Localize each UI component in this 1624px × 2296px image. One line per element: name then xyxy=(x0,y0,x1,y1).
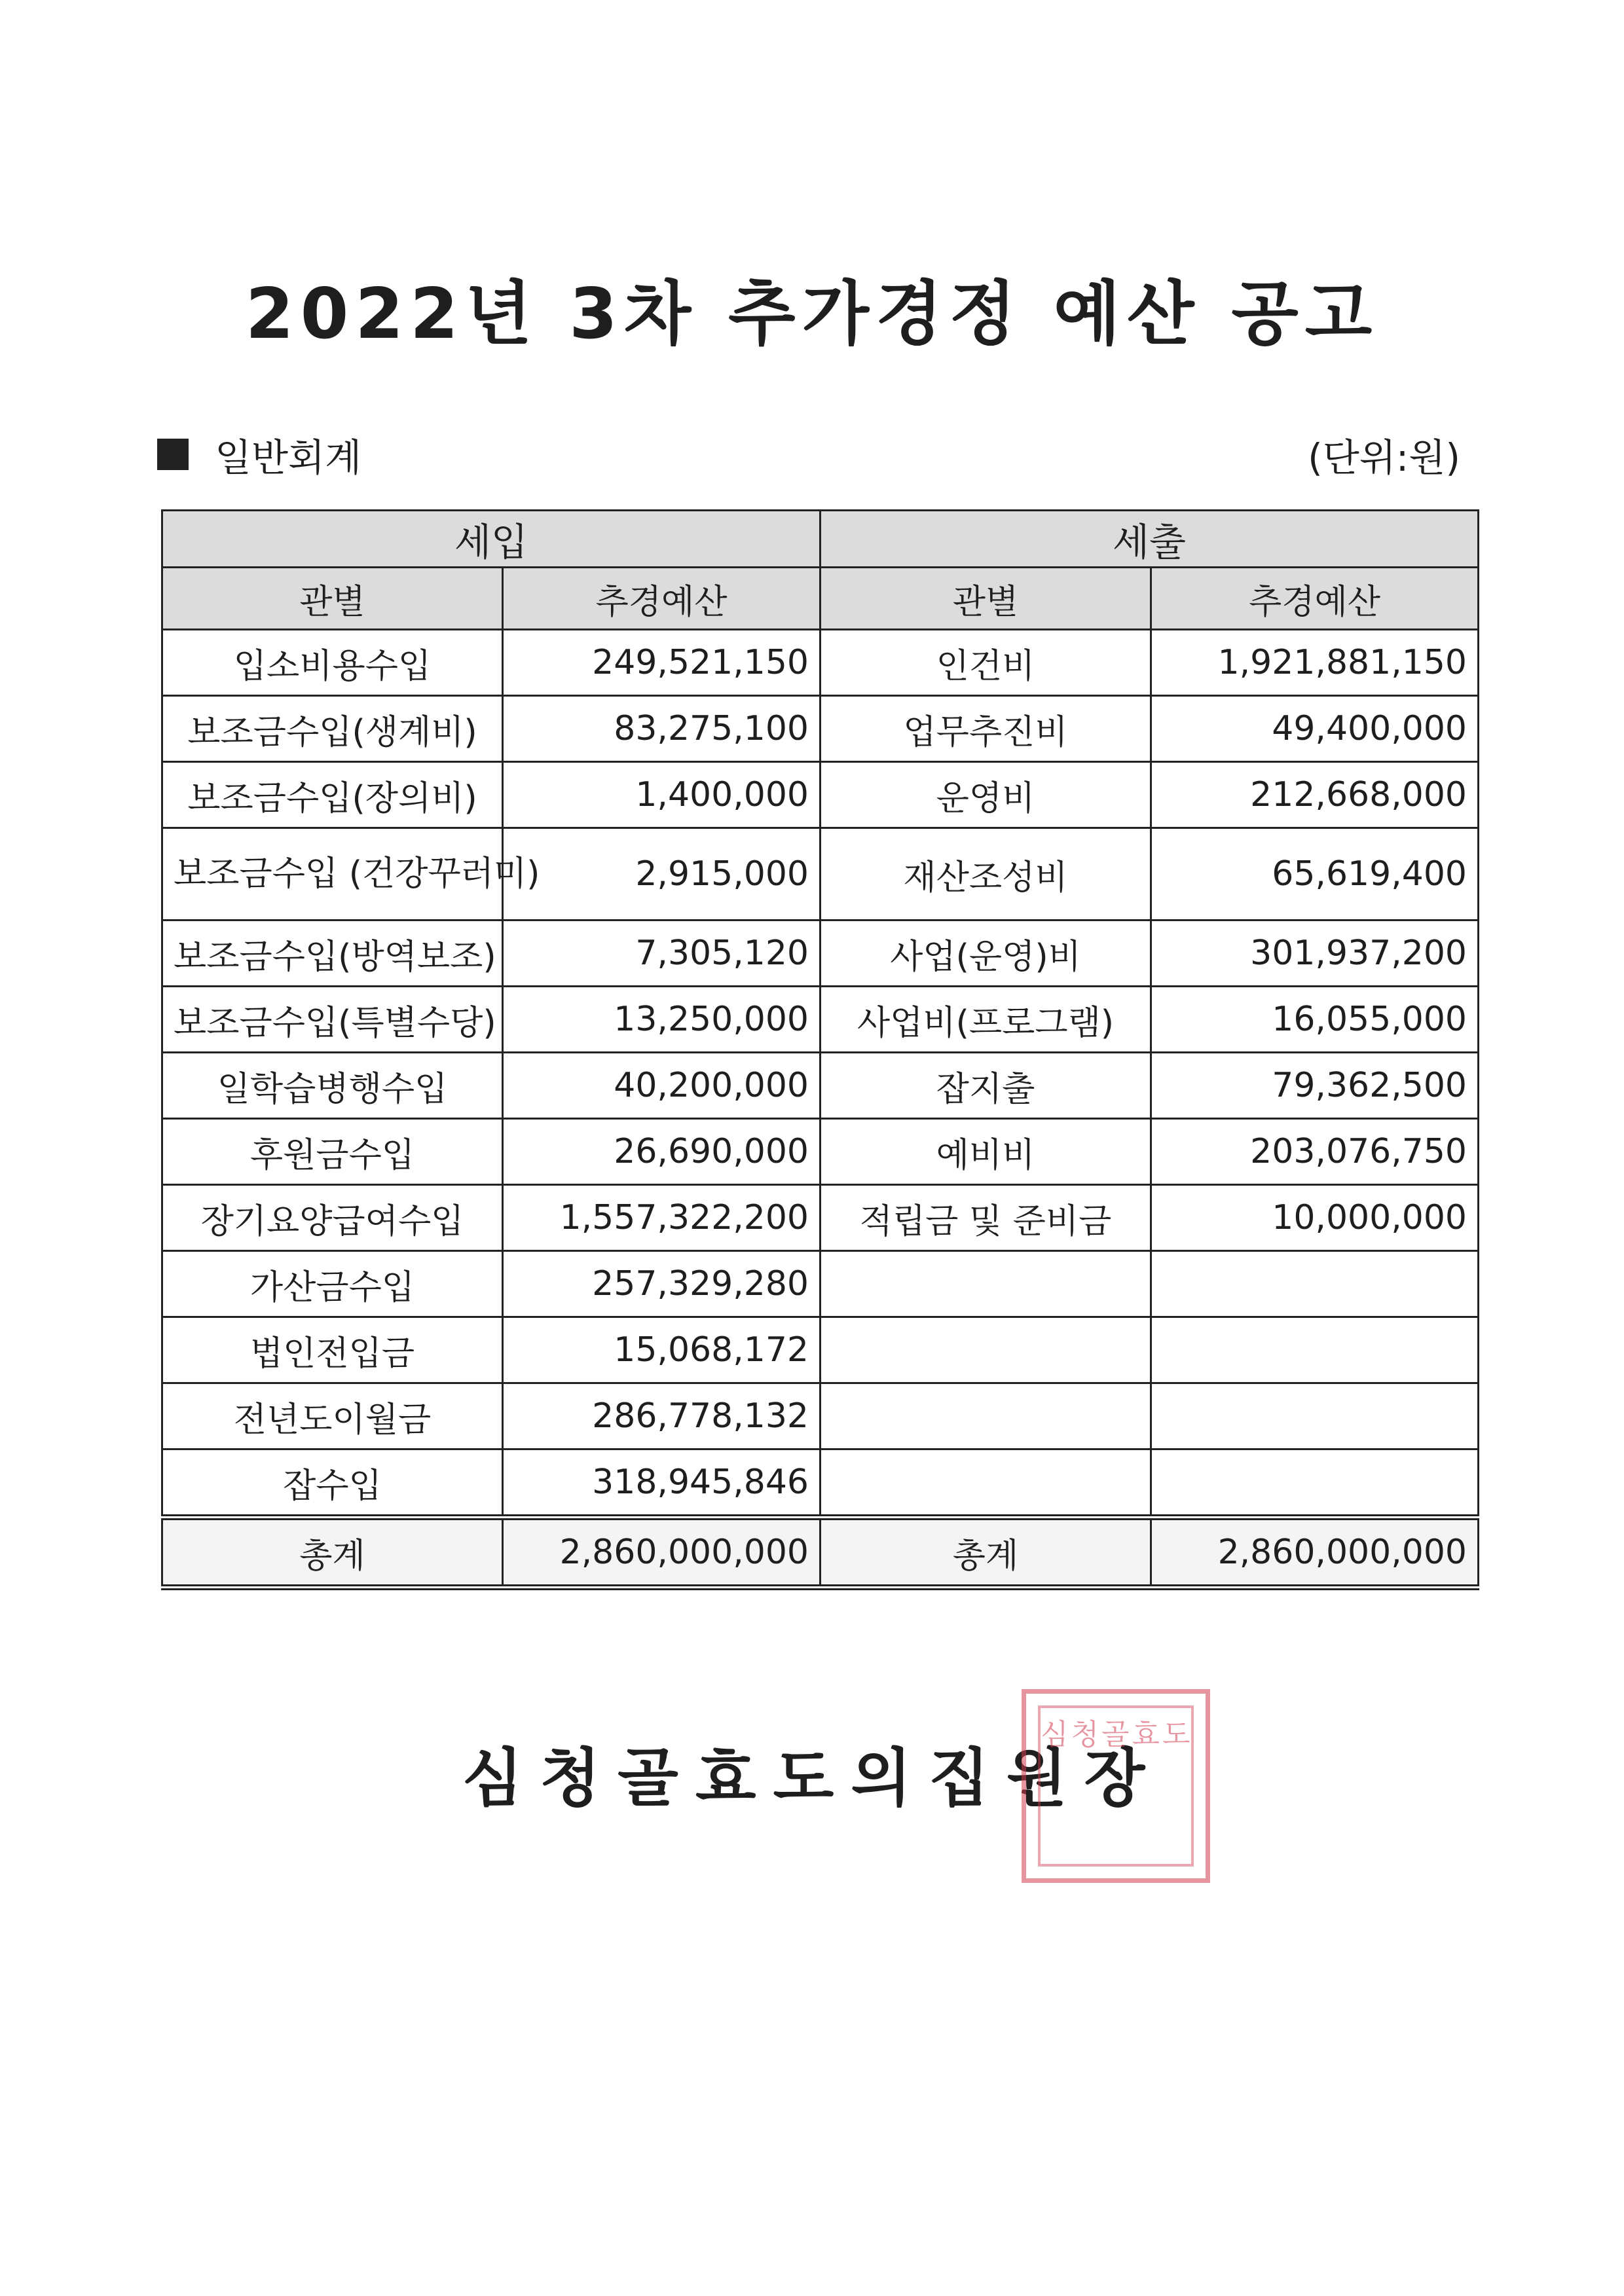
expense-total-label: 총계 xyxy=(821,1518,1151,1588)
revenue-amount-cell: 7,305,120 xyxy=(503,920,821,987)
expense-category-cell: 업무추진비 xyxy=(821,696,1151,762)
revenue-amount-cell: 40,200,000 xyxy=(503,1053,821,1119)
expense-amount-cell xyxy=(1151,1383,1479,1449)
expense-amount-cell: 1,921,881,150 xyxy=(1151,630,1479,696)
revenue-amount-cell: 257,329,280 xyxy=(503,1251,821,1317)
expense-header: 세출 xyxy=(821,511,1479,568)
unit-label: (단위:원) xyxy=(1308,435,1460,480)
total-row xyxy=(162,1518,1479,1588)
expense-category-cell: 예비비 xyxy=(821,1119,1151,1185)
expense-amount-cell: 79,362,500 xyxy=(1151,1053,1479,1119)
expense-category-cell: 사업(운영)비 xyxy=(821,920,1151,987)
expense-category-cell xyxy=(821,1449,1151,1518)
page-title: 2022년 3차 추가경정 예산 공고 xyxy=(245,274,1379,354)
table-row xyxy=(162,630,1479,696)
table-row xyxy=(162,696,1479,762)
revenue-header: 세입 xyxy=(162,511,821,568)
revenue-category-cell: 법인전입금 xyxy=(162,1317,503,1383)
revenue-amount-cell: 318,945,846 xyxy=(503,1449,821,1518)
table-row xyxy=(162,762,1479,828)
revenue-amount-cell: 26,690,000 xyxy=(503,1119,821,1185)
expense-amount-cell: 212,668,000 xyxy=(1151,762,1479,828)
expense-total-amount: 2,860,000,000 xyxy=(1151,1518,1479,1588)
revenue-category-cell: 보조금수입(생계비) xyxy=(162,696,503,762)
expense-category-cell: 운영비 xyxy=(821,762,1151,828)
revenue-category-cell: 잡수입 xyxy=(162,1449,503,1518)
revenue-category-cell: 보조금수입(방역보조) xyxy=(162,920,503,987)
expense-amount-cell xyxy=(1151,1251,1479,1317)
revenue-amount-cell: 83,275,100 xyxy=(503,696,821,762)
revenue-category-cell: 장기요양급여수입 xyxy=(162,1185,503,1251)
table-row xyxy=(162,1383,1479,1449)
expense-budget-header: 추경예산 xyxy=(1151,568,1479,630)
revenue-category-cell: 가산금수입 xyxy=(162,1251,503,1317)
revenue-amount-cell: 286,778,132 xyxy=(503,1383,821,1449)
expense-category-cell: 적립금 및 준비금 xyxy=(821,1185,1151,1251)
table-row xyxy=(162,1185,1479,1251)
section-heading xyxy=(157,427,361,482)
revenue-category-cell: 후원금수입 xyxy=(162,1119,503,1185)
section-label: 일반회계 xyxy=(215,435,362,480)
revenue-budget-header: 추경예산 xyxy=(503,568,821,630)
table-row xyxy=(162,920,1479,987)
expense-amount-cell xyxy=(1151,1317,1479,1383)
expense-amount-cell xyxy=(1151,1449,1479,1518)
revenue-category-cell: 전년도이월금 xyxy=(162,1383,503,1449)
revenue-category-cell: 보조금수입(장의비) xyxy=(162,762,503,828)
revenue-category-cell: 보조금수입(특별수당) xyxy=(162,987,503,1053)
expense-category-cell: 재산조성비 xyxy=(821,828,1151,920)
expense-category-cell: 사업비(프로그램) xyxy=(821,987,1151,1053)
expense-category-header: 관별 xyxy=(821,568,1151,630)
revenue-total-amount: 2,860,000,000 xyxy=(503,1518,821,1588)
revenue-amount-cell: 1,557,322,200 xyxy=(503,1185,821,1251)
revenue-amount-cell: 15,068,172 xyxy=(503,1317,821,1383)
table-row xyxy=(162,1251,1479,1317)
revenue-category-cell: 입소비용수입 xyxy=(162,630,503,696)
revenue-category-header: 관별 xyxy=(162,568,503,630)
revenue-category-cell: 보조금수입 (건강꾸러미) xyxy=(162,828,503,920)
table-row xyxy=(162,1317,1479,1383)
expense-amount-cell: 49,400,000 xyxy=(1151,696,1479,762)
table-row xyxy=(162,1053,1479,1119)
seal-text: 심청골효도 xyxy=(1041,1718,1193,1751)
revenue-category-cell: 일학습병행수입 xyxy=(162,1053,503,1119)
revenue-total-label: 총계 xyxy=(162,1518,503,1588)
expense-category-cell: 잡지출 xyxy=(821,1053,1151,1119)
revenue-amount-cell: 249,521,150 xyxy=(503,630,821,696)
square-bullet-icon xyxy=(157,439,189,470)
table-row xyxy=(162,828,1479,920)
official-seal xyxy=(1022,1689,1210,1883)
table-row xyxy=(162,1449,1479,1518)
expense-category-cell xyxy=(821,1251,1151,1317)
expense-amount-cell: 301,937,200 xyxy=(1151,920,1479,987)
revenue-amount-cell: 1,400,000 xyxy=(503,762,821,828)
expense-category-cell: 인건비 xyxy=(821,630,1151,696)
signer-name: 심청골효도의집원장 xyxy=(462,1741,1162,1815)
expense-amount-cell: 203,076,750 xyxy=(1151,1119,1479,1185)
expense-amount-cell: 10,000,000 xyxy=(1151,1185,1479,1251)
table-row xyxy=(162,1119,1479,1185)
expense-amount-cell: 16,055,000 xyxy=(1151,987,1479,1053)
expense-amount-cell: 65,619,400 xyxy=(1151,828,1479,920)
revenue-amount-cell: 2,915,000 xyxy=(503,828,821,920)
revenue-amount-cell: 13,250,000 xyxy=(503,987,821,1053)
expense-category-cell xyxy=(821,1383,1151,1449)
expense-category-cell xyxy=(821,1317,1151,1383)
budget-table xyxy=(161,509,1479,1590)
table-row xyxy=(162,987,1479,1053)
